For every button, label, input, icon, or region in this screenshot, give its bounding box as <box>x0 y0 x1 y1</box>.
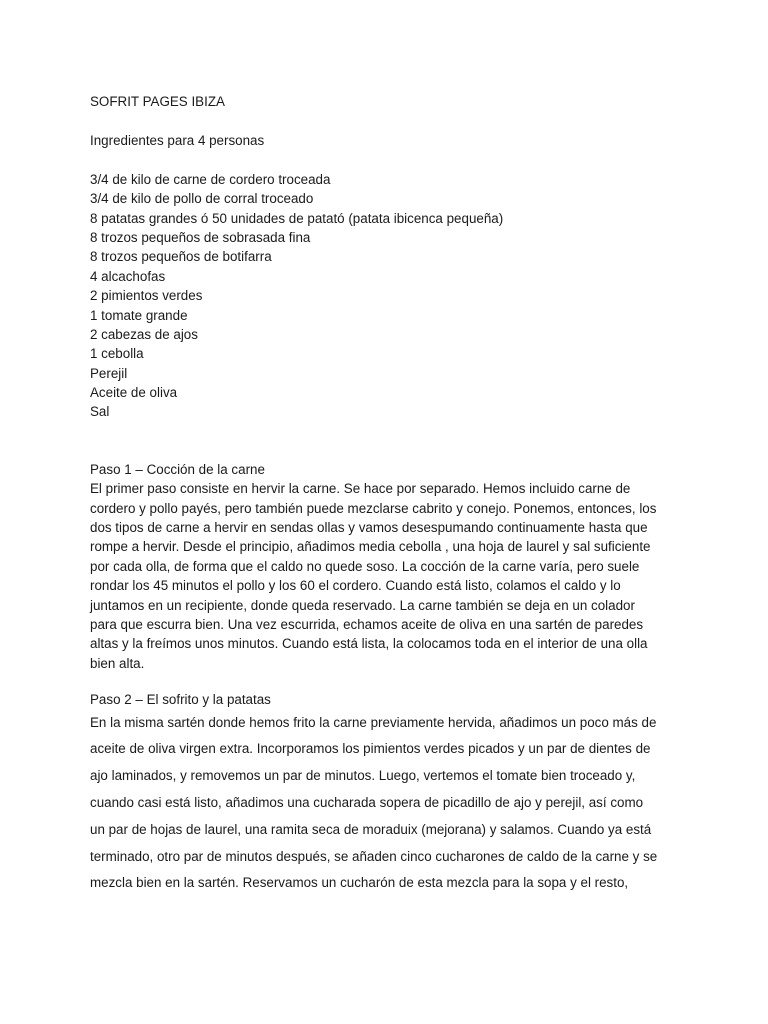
step-1-text-line: rondar los 45 minutos el pollo y los 60 el cordero. Cuando está listo, colamos el caldo y lo <box>90 578 621 594</box>
step-2-heading: Paso 2 – El sofrito y la patatas <box>90 691 271 707</box>
ingredient-item: 2 pimientos verdes <box>90 288 203 304</box>
step-1-text-line: para que escurra bien. Una vez escurrida, echamos aceite de oliva en una sartén de paredes <box>90 616 644 632</box>
document-body <box>90 92 680 897</box>
ingredient-item: 3/4 de kilo de carne de cordero troceada <box>90 171 331 187</box>
step-1-text-line: por cada olla, de forma que el caldo no quede soso. La cocción de la carne varía, pero suele <box>90 558 640 574</box>
step-2-text-line: aceite de oliva virgen extra. Incorporamos los pimientos verdes picados y un par de dientes de <box>90 741 651 757</box>
step-2-text-line: En la misma sartén donde hemos frito la carne previamente hervida, añadimos un poco más de <box>90 714 657 730</box>
step-1-text-line: rompe a hervir. Desde el principio, añadimos media cebolla , una hoja de laurel y sal suficiente <box>90 539 651 555</box>
step-1-text-line: cordero y pollo payés, pero también puede mezclarse cabrito y conejo. Ponemos, entonces, los <box>90 500 657 516</box>
step-1-section <box>90 460 680 673</box>
ingredient-item: 4 alcachofas <box>90 268 166 284</box>
ingredients-list <box>90 170 680 422</box>
ingredient-item: Aceite de oliva <box>90 385 178 401</box>
ingredient-item: 1 tomate grande <box>90 307 188 323</box>
step-2-text-line: terminado, otro par de minutos después, se añaden cinco cucharones de caldo de la carne y se <box>90 848 658 864</box>
step-2-text-line: un par de hojas de laurel, una ramita seca de moraduix (mejorana) y salamos. Cuando ya está <box>90 821 652 837</box>
ingredient-item: Perejil <box>90 365 128 381</box>
ingredient-item: 8 patatas grandes ó 50 unidades de patató (patata ibicenca pequeña) <box>90 210 504 226</box>
step-1-text-line: juntamos en un recipiente, donde queda reservado. La carne también se deja en un colador <box>90 597 635 613</box>
step-2-section <box>90 690 680 897</box>
ingredient-item: 1 cebolla <box>90 346 144 362</box>
step-1-text-line: altas y la freímos unos minutos. Cuando está lista, la colocamos toda en el interior de una olla <box>90 636 648 652</box>
step-2-body <box>90 710 680 898</box>
ingredient-item: 2 cabezas de ajos <box>90 326 198 342</box>
ingredient-item: 3/4 de kilo de pollo de corral troceado <box>90 191 314 207</box>
step-1-text-line: dos tipos de carne a hervir en sendas ollas y vamos desespumando continuamente hasta que <box>90 520 648 536</box>
step-2-text-line: ajo laminados, y removemos un par de minutos. Luego, vertemos el tomate bien troceado y, <box>90 768 636 784</box>
step-1-text-line: El primer paso consiste en hervir la carne. Se hace por separado. Hemos incluido carne de <box>90 481 631 497</box>
ingredient-item: Sal <box>90 404 110 420</box>
ingredient-item: 8 trozos pequeños de sobrasada fina <box>90 229 311 245</box>
document-title: SOFRIT PAGES IBIZA <box>90 94 225 109</box>
step-2-text-line: cuando casi está listo, añadimos una cucharada sopera de picadillo de ajo y perejil, así como <box>90 794 644 810</box>
step-1-text-line: bien alta. <box>90 655 145 671</box>
step-1-heading: Paso 1 – Cocción de la carne <box>90 461 265 477</box>
step-2-text-line: mezcla bien en la sartén. Reservamos un cucharón de esta mezcla para la sopa y el resto, <box>90 875 629 891</box>
ingredient-item: 8 trozos pequeños de botifarra <box>90 249 272 265</box>
ingredients-heading: Ingredientes para 4 personas <box>90 132 265 148</box>
